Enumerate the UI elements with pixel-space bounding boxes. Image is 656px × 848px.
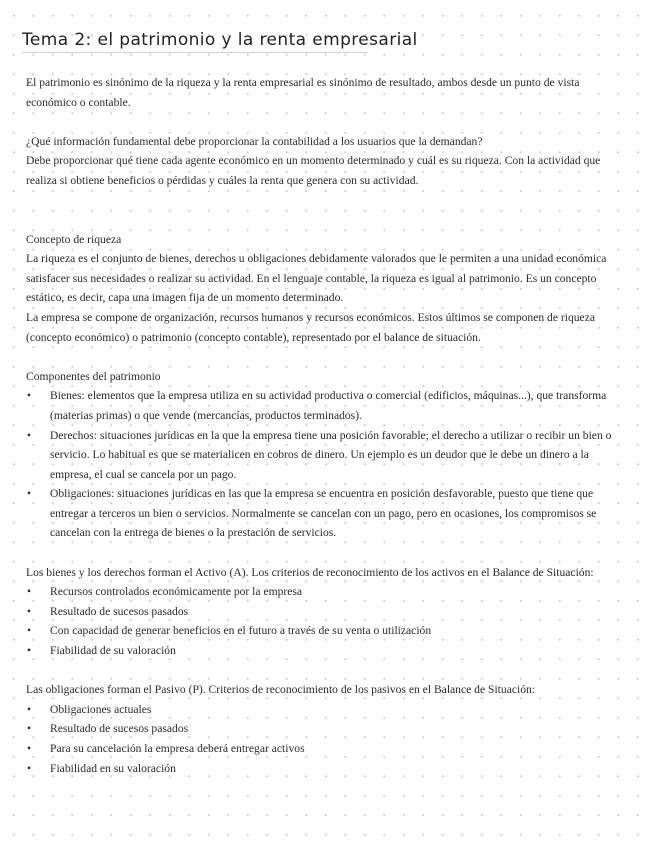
pasivo-list [26, 700, 630, 778]
list-item: • Bienes: elementos que la empresa utiliza en su actividad productiva o comercial (edificios, máquinas...), que transforma (materias primas) o que vende (mercancías, productos terminados). [26, 386, 630, 425]
list-item: • Fiabilidad en su valoración [26, 759, 630, 779]
title-underline [22, 52, 368, 53]
componentes-heading: Componentes del patrimonio [26, 369, 161, 383]
answer-paragraph: Debe proporcionar qué tiene cada agente económico en un momento determinado y cuál es su riqueza. Con la actividad que realiza si obtiene beneficios o pérdidas y cuáles la renta que genera con su actividad. [26, 154, 601, 187]
list-item: • Derechos: situaciones jurídicas en la que la empresa tiene una posición favorable; el derecho a utilizar o recibir un bien o servicio. Lo habitual es que se materialicen en cobros de dinero. Un ejemplo es un deudor que le debe un dinero a la empresa, el cual se cancela por un pago. [26, 426, 630, 485]
riqueza-paragraph-1: La riqueza es el conjunto de bienes, derechos u obligaciones debidamente valorados que le permiten a una unidad económica satisfacer sus necesidades o realizar su actividad. En el lenguaje contable, la riqueza es igual al patrimonio. Es un concepto estático, es decir, capa una imagen fija de un momento determinado. [26, 252, 607, 305]
list-item: • Recursos controlados económicamente por la empresa [26, 582, 630, 602]
list-item: • Resultado de sucesos pasados [26, 602, 630, 622]
pasivo-intro: Las obligaciones forman el Pasivo (P). Criterios de reconocimiento de los pasivos en el Balance de Situación: [26, 683, 536, 697]
list-item: • Resultado de sucesos pasados [26, 719, 630, 739]
document-body [26, 73, 630, 778]
document-title: Tema 2: el patrimonio y la renta empresarial [22, 30, 418, 50]
list-item: • Con capacidad de generar beneficios en el futuro a través de su venta o utilización [26, 621, 630, 641]
riqueza-heading: Concepto de riqueza [26, 232, 122, 246]
list-item: • Fiabilidad de su valoración [26, 641, 630, 661]
list-item: • Para su cancelación la empresa deberá entregar activos [26, 739, 630, 759]
list-item: • Obligaciones: situaciones jurídicas en las que la empresa se encuentra en posición desfavorable, puesto que tiene que entregar a terceros un bien o servicios. Normalmente se cancelan con un pago, pero en ocasiones, los compromisos se cancelan con la entrega de bienes o la prestación de servicios. [26, 484, 630, 543]
list-item: • Obligaciones actuales [26, 700, 630, 720]
question-paragraph: ¿Qué información fundamental debe proporcionar la contabilidad a los usuarios que la demandan? [26, 134, 483, 148]
intro-paragraph: El patrimonio es sinónimo de la riqueza y la renta empresarial es sinónimo de resultado, ambos desde un punto de vista económico o contable. [26, 76, 580, 109]
activo-list [26, 582, 630, 660]
componentes-list [26, 386, 630, 543]
activo-intro: Los bienes y los derechos forman el Activo (A). Los criterios de reconocimiento de los activos en el Balance de Situación: [26, 565, 594, 579]
riqueza-paragraph-2: La empresa se compone de organización, recursos humanos y recursos económicos. Estos últimos se componen de riqueza (concepto económico) o patrimonio (concepto contable), representado por el balance de situación. [26, 310, 595, 344]
